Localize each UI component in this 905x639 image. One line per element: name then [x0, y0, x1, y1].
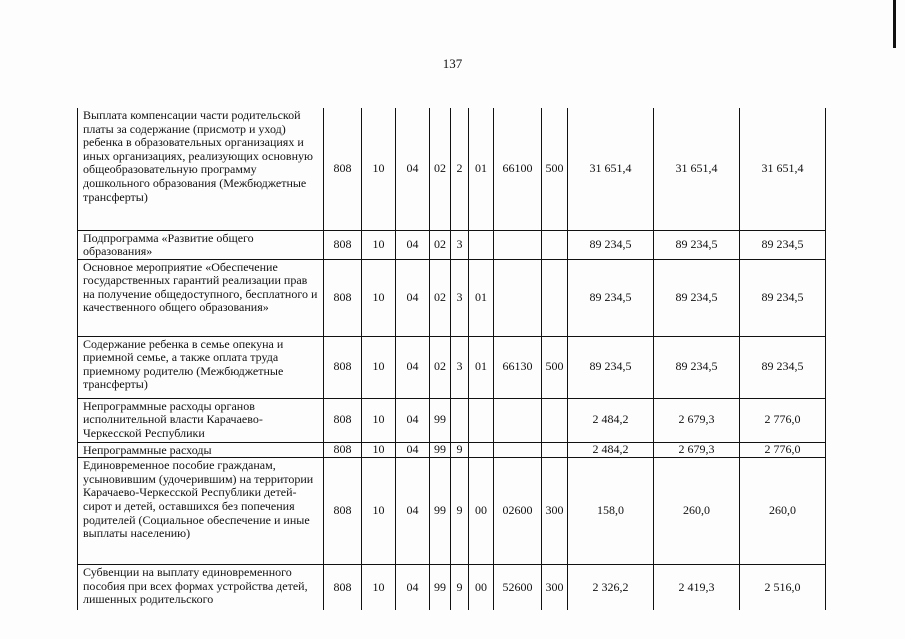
target-code-part2-cell: 3 — [451, 230, 469, 259]
ved-code-cell: 808 — [324, 565, 362, 610]
target-code-part4-cell — [494, 442, 542, 458]
ved-code-cell: 808 — [324, 230, 362, 259]
amount-year2-cell: 2 419,3 — [654, 565, 740, 610]
ved-code-cell: 808 — [324, 442, 362, 458]
subsection-code-cell: 04 — [396, 230, 430, 259]
section-code-cell: 10 — [362, 442, 396, 458]
subsection-code-cell: 04 — [396, 108, 430, 230]
amount-year2-cell: 89 234,5 — [654, 230, 740, 259]
target-code-part1-cell: 99 — [430, 398, 451, 442]
amount-year1-cell: 158,0 — [568, 458, 654, 565]
target-code-part2-cell: 9 — [451, 458, 469, 565]
amount-year2-cell: 260,0 — [654, 458, 740, 565]
ved-code-cell: 808 — [324, 336, 362, 398]
ved-code-cell: 808 — [324, 108, 362, 230]
amount-year3-cell: 260,0 — [740, 458, 826, 565]
target-code-part4-cell: 02600 — [494, 458, 542, 565]
table-row — [78, 565, 826, 610]
amount-year2-cell: 2 679,3 — [654, 442, 740, 458]
row-name-cell: Непрограммные расходы органов исполнительной власти Карачаево-Черкесской Республики — [78, 398, 324, 442]
target-code-part3-cell: 00 — [469, 458, 494, 565]
target-code-part4-cell — [494, 398, 542, 442]
target-code-part3-cell — [469, 442, 494, 458]
row-name-cell: Содержание ребенка в семье опекуна и приемной семье, а также оплата труда приемному родителю (Межбюджетные трансферты) — [78, 336, 324, 398]
page-edge-mark — [893, 0, 896, 48]
row-name-cell: Субвенции на выплату единовременного пособия при всех формах устройства детей, лишенных родительского — [78, 565, 324, 610]
target-code-part4-cell: 66100 — [494, 108, 542, 230]
amount-year1-cell: 31 651,4 — [568, 108, 654, 230]
target-code-part1-cell: 02 — [430, 108, 451, 230]
target-code-part1-cell: 99 — [430, 458, 451, 565]
amount-year1-cell: 89 234,5 — [568, 259, 654, 336]
target-code-part2-cell: 3 — [451, 336, 469, 398]
table-row — [78, 398, 826, 442]
section-code-cell: 10 — [362, 259, 396, 336]
subsection-code-cell: 04 — [396, 259, 430, 336]
subsection-code-cell: 04 — [396, 458, 430, 565]
amount-year3-cell: 89 234,5 — [740, 230, 826, 259]
table-row — [78, 336, 826, 398]
target-code-part3-cell — [469, 398, 494, 442]
subsection-code-cell: 04 — [396, 398, 430, 442]
table-row — [78, 108, 826, 230]
amount-year2-cell: 2 679,3 — [654, 398, 740, 442]
target-code-part1-cell: 02 — [430, 230, 451, 259]
target-code-part1-cell: 02 — [430, 259, 451, 336]
amount-year2-cell: 31 651,4 — [654, 108, 740, 230]
row-name-cell: Подпрограмма «Развитие общего образования» — [78, 230, 324, 259]
row-name-cell: Основное мероприятие «Обеспечение государственных гарантий реализации прав на получение общедоступного, бесплатного и качественного общего образования» — [78, 259, 324, 336]
amount-year1-cell: 2 484,2 — [568, 442, 654, 458]
target-code-part3-cell — [469, 230, 494, 259]
target-code-part2-cell: 2 — [451, 108, 469, 230]
subsection-code-cell: 04 — [396, 442, 430, 458]
target-code-part2-cell — [451, 398, 469, 442]
amount-year3-cell: 2 776,0 — [740, 442, 826, 458]
amount-year1-cell: 2 484,2 — [568, 398, 654, 442]
expense-type-cell — [542, 442, 568, 458]
expense-type-cell — [542, 398, 568, 442]
page-number: 137 — [442, 56, 463, 71]
expense-type-cell: 500 — [542, 336, 568, 398]
table-row — [78, 458, 826, 565]
amount-year3-cell: 89 234,5 — [740, 259, 826, 336]
target-code-part1-cell: 99 — [430, 565, 451, 610]
expense-type-cell: 500 — [542, 108, 568, 230]
table-row — [78, 259, 826, 336]
section-code-cell: 10 — [362, 108, 396, 230]
expense-type-cell: 300 — [542, 458, 568, 565]
table-row — [78, 230, 826, 259]
section-code-cell: 10 — [362, 336, 396, 398]
amount-year1-cell: 2 326,2 — [568, 565, 654, 610]
target-code-part3-cell: 01 — [469, 108, 494, 230]
amount-year1-cell: 89 234,5 — [568, 230, 654, 259]
budget-table — [77, 108, 826, 610]
target-code-part3-cell: 01 — [469, 259, 494, 336]
target-code-part3-cell: 01 — [469, 336, 494, 398]
amount-year2-cell: 89 234,5 — [654, 336, 740, 398]
amount-year3-cell: 2 776,0 — [740, 398, 826, 442]
section-code-cell: 10 — [362, 398, 396, 442]
subsection-code-cell: 04 — [396, 336, 430, 398]
target-code-part3-cell: 00 — [469, 565, 494, 610]
expense-type-cell — [542, 259, 568, 336]
section-code-cell: 10 — [362, 458, 396, 565]
target-code-part4-cell: 66130 — [494, 336, 542, 398]
target-code-part4-cell — [494, 259, 542, 336]
table-row — [78, 442, 826, 458]
expense-type-cell: 300 — [542, 565, 568, 610]
amount-year1-cell: 89 234,5 — [568, 336, 654, 398]
row-name-cell: Единовременное пособие гражданам, усыновившим (удочерившим) на территории Карачаево-Черкесской Республики детей-сирот и детей, оставшихся без попечения родителей (Социальное обеспечение и иные выплаты населению) — [78, 458, 324, 565]
section-code-cell: 10 — [362, 565, 396, 610]
amount-year2-cell: 89 234,5 — [654, 259, 740, 336]
target-code-part2-cell: 3 — [451, 259, 469, 336]
subsection-code-cell: 04 — [396, 565, 430, 610]
row-name-cell: Непрограммные расходы — [78, 442, 324, 458]
target-code-part4-cell: 52600 — [494, 565, 542, 610]
expense-type-cell — [542, 230, 568, 259]
row-name-cell: Выплата компенсации части родительской платы за содержание (присмотр и уход) ребенка в образовательных организациях и иных организациях, реализующих основную общеобразовательную программу дошкольного образования (Межбюджетные трансферты) — [78, 108, 324, 230]
ved-code-cell: 808 — [324, 259, 362, 336]
section-code-cell: 10 — [362, 230, 396, 259]
budget-table-body — [78, 108, 826, 610]
target-code-part1-cell: 99 — [430, 442, 451, 458]
ved-code-cell: 808 — [324, 398, 362, 442]
target-code-part2-cell: 9 — [451, 442, 469, 458]
target-code-part1-cell: 02 — [430, 336, 451, 398]
amount-year3-cell: 2 516,0 — [740, 565, 826, 610]
target-code-part2-cell: 9 — [451, 565, 469, 610]
amount-year3-cell: 89 234,5 — [740, 336, 826, 398]
target-code-part4-cell — [494, 230, 542, 259]
amount-year3-cell: 31 651,4 — [740, 108, 826, 230]
ved-code-cell: 808 — [324, 458, 362, 565]
